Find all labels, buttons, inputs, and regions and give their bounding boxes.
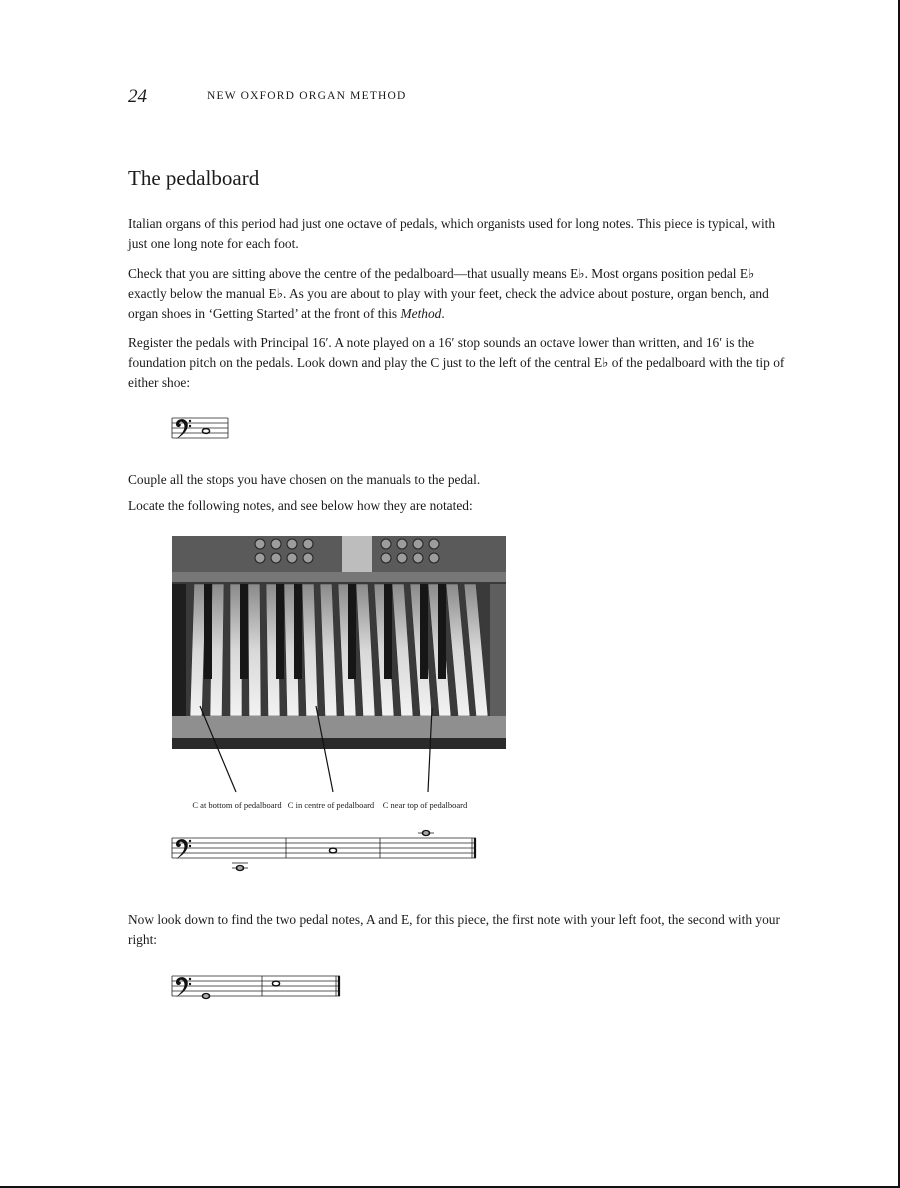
method-emphasis: Method xyxy=(400,306,442,321)
callout-c-centre: C in centre of pedalboard xyxy=(287,800,375,810)
bass-clef-icon xyxy=(176,419,191,439)
whole-note-icon xyxy=(272,981,279,986)
paragraph-sitting-position xyxy=(128,264,793,324)
running-head: NEW OXFORD ORGAN METHOD xyxy=(207,90,407,102)
callout-c-top: C near top of pedalboard xyxy=(382,800,468,810)
paragraph-couple-stops: Couple all the stops you have chosen on the manuals to the pedal. xyxy=(128,472,481,487)
music-staff-single-c xyxy=(170,414,232,442)
paragraph-locate-notes: Locate the following notes, and see below how they are notated: xyxy=(128,498,473,513)
bass-clef-icon xyxy=(176,977,191,997)
paragraph-register-pedals: Register the pedals with Principal 16′. A note played on a 16′ stop sounds an octave lower than written, and 16′ is the foundation pitch on the pedals. Look down and play the C just to the left of the central E♭ of the pedalboard with the tip of either shoe: xyxy=(128,335,785,390)
pedalboard-photo xyxy=(172,536,506,749)
music-staff-three-cs xyxy=(170,828,480,878)
whole-note-icon xyxy=(329,848,336,853)
music-staff-a-e xyxy=(170,972,346,1002)
paragraph-text-end: . xyxy=(441,306,445,321)
whole-note-icon xyxy=(202,429,209,434)
bass-clef-icon xyxy=(176,839,191,859)
section-title: The pedalboard xyxy=(128,166,260,190)
page-number: 24 xyxy=(128,86,147,107)
paragraph-pedal-notes: Now look down to find the two pedal notes, A and E, for this piece, the first note with your left foot, the second with your right: xyxy=(128,912,780,947)
callout-c-bottom: C at bottom of pedalboard xyxy=(192,800,282,810)
paragraph-text: Check that you are sitting above the centre of the pedalboard—that usually means E♭. Most organs position pedal E♭ exactly below the manual E♭. As you are about to play with your feet, check the advice about posture, organ bench, and organ shoes in ‘Getting Started’ at the front of this xyxy=(128,266,769,321)
paragraph-italian-organs: Italian organs of this period had just one octave of pedals, which organists used for long notes. This piece is typical, with just one long note for each foot. xyxy=(128,216,776,251)
